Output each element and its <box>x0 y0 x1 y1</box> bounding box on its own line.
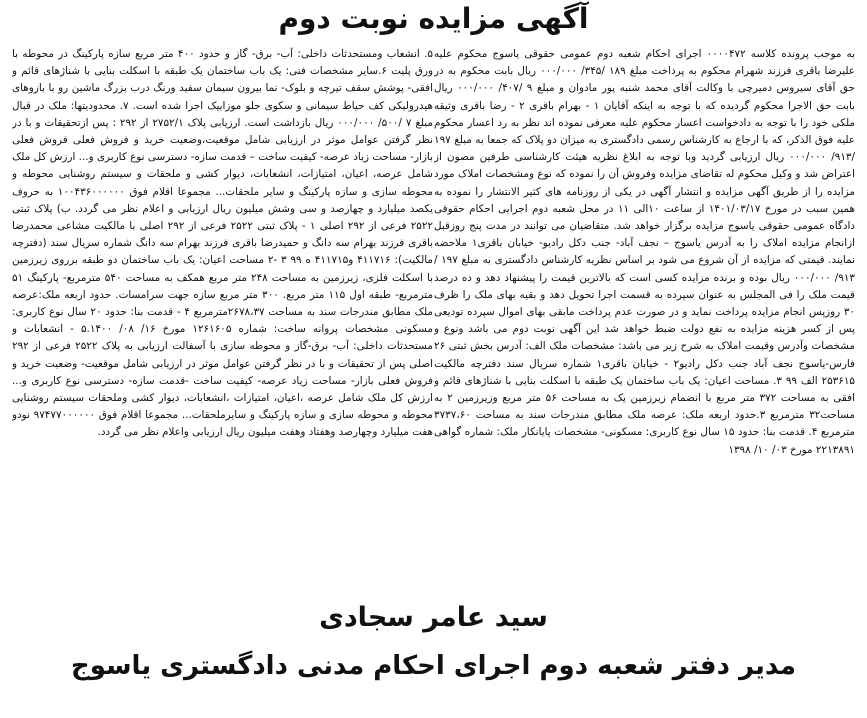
notice-body <box>12 46 855 576</box>
notice-title: آگهی مزایده نوبت دوم <box>278 2 589 35</box>
left-column-text: ۵. انشعاب ومستحدثات داخلی: آب- برق- گاز و حدود ۴۰۰ متر مربع سازه پارکینگ در محوطه با ورق پلیت ۶.سایر مشخصات فنی: یک باب ساختمان یک طبقه با اسکلت بنایی با شناژهای قائم و افقی- پوشش سقف تیرچه و بلوک- نما بیرون سیمان سفید ورنگ درب بزرگ ماشین رو با بازوهای هیدرولیکی کف حیاط سیمانی و سکوی جلو موزاییک اجرا شده است. ۷. محدودیتها: ملک در قبال مبلغ ۷ /۵۰۰/ ۰۰۰/۰۰۰ ریال بازداشت است. ارزیابی پلاک ۲۷۵۲/۱ از ۲۹۲ : پس ازتحقیقات و با در نظر گرفتن عوامل موثر در ارزیابی شامل موقعیت،وضعیت خرید و فروش فعلی فروش فعلی بازار- مساحت زیاد عرصه- کیفیت ساخت – قدمت سازه- دسترسی نوع کاربری و... ارزش کل ملک شامل عرصه، اعیان، امتیازات، انشعابات، دیوار کشی و ملحقات و سیستم روشنایی محوطه و محوطه سازی و سازه پارکینگ و سایر ملحقات... مجموعا اقلام فوق ۱۰۰۴۳۶۰۰۰۰۰۰ به حروف یکصد میلیارد و چهارصد و سی وشش میلیون ریال ارزیابی و اعلام نظر می گردد. ب) پلاک ثبتی ۲۵۲۲ فرعی از ۲۹۲ اصلی ۱ - پلاک ثبتی ۲۵۲۲ فرعی از ۲۹۲ اصلی با مالکیت مشاعی محمدرضا باقری فرزند بهرام سه دانگ و حمیدرضا باقری فرزند بهرام سه دانگ شماره سریال سند (دفترچه مالکیت): ۴۱۱۷۱۶ و۴۱۱۷۱۵ ه ۹۹ ۳ -۲ مساحت اعیان: یک باب ساختمان دو طبقه برروی زیرزمین با اسکلت فلزی، زیرزمین به مساحت ۲۴۸ متر مربع همکف به مساحت ۵۴۰ مترمربع- پارکینگ ۵۱ مترمربع- طبقه اول ۱۱۵ متر مربع. ۳۰۰ متر مربع سازه جهت سرامسات. حدود اربعه ملک:عرصه ملک مطابق مندرجات سند به مساحت ۲۶۷۸،۳۷مترمربع ۴ - قدمت بنا: حدود ۲۰ سال نوع کاربری: مسکونی مشخصات پروانه ساخت: شماره ۱۲۶۱۶۰۵ مورخ ۱۶/ ۰۸/ ۵.۱۴۰۰ - انشعابات و مستحدثات داخلی: آب- برق-گاز و محوطه سازی با آسفالت ارزیابی به پلاک ۲۵۲۲ فرعی از ۲۹۲ اصلی پس از تحقیقات و با در نظر گرفتن عوامل موثر در ارزیابی شامل موقعیت- وضعیت خرید و فروش فعلی بازار- مساحت زیاد عرصه- کیفیت ساخت -قدمت سازه- دسترسی نوع کاربری و... ارزش کل ملک شامل عرصه ،اعیان، امتیازات ،انشعابات، دیوار کشی وملحقات سیستم روشنایی محوطه و محوطه سازی و سازه پارکینگ و سایرملحقات... مجموعا اقلام فوق ۹۷۴۷۷۰۰۰۰۰۰ نودو هفت میلیارد وچهارصد وهفتاد وهفت میلیون ریال ارزیابی واعلام نظر می گردد. <box>12 48 433 439</box>
right-column <box>434 46 855 576</box>
signature-name: سید عامر سجادی <box>319 602 548 633</box>
right-column-text: به موجب پرونده کلاسه ۰۰۰۰۴۷۲ اجرای احکام شعبه دوم عمومی حقوقی یاسوج محکوم علیه علیرضا باقری فرزند شهرام محکوم به پرداخت مبلغ ۱۸۹ /۳۴۵/ ۰۰۰/۰۰۰ ریال بابت محکوم به در حق آقای سیروس دمیرچی با وکالت آقای محمد شنبه پور مادوان و مبلغ ۹ /۴۰۷/ ۰۰۰/۰۰۰ ریال بابت حق الاجرا محکوم گردیده که با توجه به اینکه آقایان ۱ - بهرام باقری ۲ - رضا باقری وثیقه ملکی خود را با توجه به دادخواست اعسار محکوم علیه معرفی نموده اند نظر به رد اعسار محکوم علیه فوق الذکر، که با ارجاع به کارشناس رسمی دادگستری به میزان دو پلاک که جمعا به مبلغ ۱۹۷ /۹۱۳/ ۰۰۰/۰۰۰ ریال ارزیابی گردید وبا توجه به ابلاغ نظریه هیئت کارشناسی طرفین مصون از اعتراض شد و وکیل محکوم له تقاضای مزایده وفروش آن را نموده که نوع ومشخصات املاک مورد مزایده را از طریق آگهی مزایده و انتشار آگهی در یکی از روزنامه های کثیر الانتشار را نموده به همین سبب در مورخ ۱۴۰۱/۰۳/۱۷ از ساعت ۱۰الی ۱۱ در محل شعبه دوم اجرایی احکام حقوقی دادگاه عمومی حقوقی یاسوج مزایده برگزار خواهد شد. متقاضیان می توانند در مدت پنج روزقبل ازانجام مزایده املاک را به آدرس یاسوج – نجف آباد- جنب دکل رادیو- خیابان باقری۱ ملاحضه نمایند. قیمتی که مزایده از آن شروع می شود بر اساس نظریه کارشناس دادگستری به مبلغ ۱۹۷ /۹۱۳/ ۰۰۰/۰۰۰ ریال بوده و برنده مزایده کسی است که بالاترین قیمت را پیشنهاد دهد و ده درصد قیمت ملک را فی المجلس به عنوان سپرده به قسمت اجرا تحویل دهد و بقیه بهای ملک را ظرف ۳۰ روزپس انجام مزایده پرداخت نماید و در صورت عدم پرداخت مابقی بهای اموال سپرده تودیعی پس از کسر هزینه مزایده به نفع دولت ضبط خواهد شد این آگهی نوبت دوم می باشد ونوع و مشخصات وآدرس وقیمت املاک به شرح زیر می باشد: مشخصات ملک الف: آدرس بخش ثبتی ۲۶ فارس-یاسوج نجف آباد جنب دکل رادیو۲ - خیابان باقری۱ شماره سریال سند دفترچه مالکیت ۲۵۳۶۱۵ الف ۹۹ ۳. مساحت اعیان: یک باب ساختمان یک طبقه با اسکلت بنایی با شناژهای قائم و افقی به مساحت ۳۷۲ متر مربع با انضمام زیرزمین یک به مساحت ۵۶ متر مربع وزیرزمین ۲ به مساحت۳۲ مترمربع ۳.حدود اربعه ملک: عرصه ملک مطابق مندرجات سند به مساحت ۳۷۳۷،۶۰ مترمربع ۴. قدمت بنا: حدود ۱۵ سال نوع کاربری: مسکونی- مشخصات پایانکار ملک: شماره گواهی ۲۲۱۳۸۹۱ مورخ ۰۳/ ۱۰/ ۱۳۹۸ <box>434 48 855 456</box>
signature-role: مدیر دفتر شعبه دوم اجرای احکام مدنی دادگستری یاسوج <box>70 651 797 681</box>
notice-page <box>0 2 867 718</box>
left-column <box>12 46 433 576</box>
